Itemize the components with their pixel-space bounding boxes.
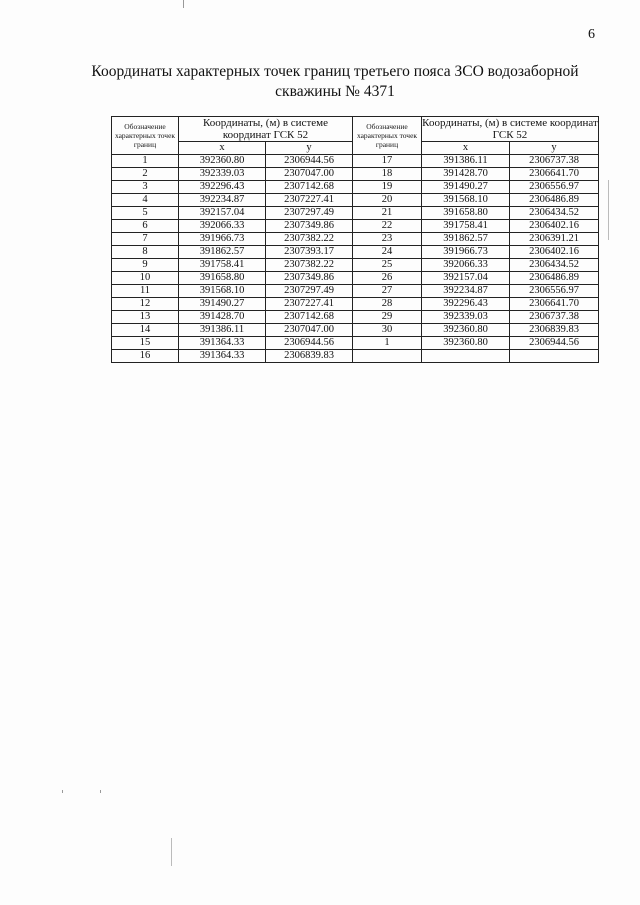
point-right-cell: 1: [353, 337, 422, 350]
point-left-cell: 1: [112, 155, 179, 168]
x-right-cell: 391490.27: [422, 181, 510, 194]
y-left-cell: 2306839.83: [266, 350, 353, 363]
point-header-left: Обозначение характерных точек границ: [112, 117, 179, 155]
point-left-cell: 14: [112, 324, 179, 337]
point-left-cell: 7: [112, 233, 179, 246]
x-right-cell: 392234.87: [422, 285, 510, 298]
table-row: [112, 337, 599, 350]
point-right-cell: 29: [353, 311, 422, 324]
x-right-cell: 391568.10: [422, 194, 510, 207]
x-left-cell: 392339.03: [179, 168, 266, 181]
x-left-cell: 391862.57: [179, 246, 266, 259]
table-row: [112, 168, 599, 181]
x-left-cell: 391386.11: [179, 324, 266, 337]
x-left-cell: 391658.80: [179, 272, 266, 285]
point-left-cell: 5: [112, 207, 179, 220]
y-left-cell: 2307142.68: [266, 181, 353, 194]
y-right-cell: 2306486.89: [510, 194, 599, 207]
x-left-cell: 392360.80: [179, 155, 266, 168]
x-right-cell: 392157.04: [422, 272, 510, 285]
point-right-cell: 23: [353, 233, 422, 246]
point-left-cell: 9: [112, 259, 179, 272]
x-right-cell: 392360.80: [422, 337, 510, 350]
x-right-cell: 391658.80: [422, 207, 510, 220]
x-right-cell: 392066.33: [422, 259, 510, 272]
x-right-cell: [422, 350, 510, 363]
x-right-cell: 391428.70: [422, 168, 510, 181]
y-right-cell: 2306486.89: [510, 272, 599, 285]
y-left-cell: 2307349.86: [266, 272, 353, 285]
y-right-cell: 2306737.38: [510, 155, 599, 168]
table-row: [112, 324, 599, 337]
point-left-cell: 13: [112, 311, 179, 324]
x-left-cell: 391490.27: [179, 298, 266, 311]
point-right-cell: [353, 350, 422, 363]
y-right-cell: 2306737.38: [510, 311, 599, 324]
table-row: [112, 272, 599, 285]
y-right-cell: 2306641.70: [510, 168, 599, 181]
table-row: [112, 285, 599, 298]
point-right-cell: 17: [353, 155, 422, 168]
x-left-cell: 391428.70: [179, 311, 266, 324]
page-number: 6: [588, 27, 595, 42]
x-right-cell: 391966.73: [422, 246, 510, 259]
point-left-cell: 10: [112, 272, 179, 285]
point-right-cell: 28: [353, 298, 422, 311]
document-title: [60, 62, 610, 102]
point-left-cell: 12: [112, 298, 179, 311]
y-left-cell: 2307297.49: [266, 207, 353, 220]
table-body: [112, 155, 599, 363]
y-right-cell: 2306944.56: [510, 337, 599, 350]
y-right-cell: 2306434.52: [510, 259, 599, 272]
table-header-row: [112, 117, 599, 142]
x-right-cell: 391758.41: [422, 220, 510, 233]
table-row: [112, 155, 599, 168]
point-left-cell: 15: [112, 337, 179, 350]
table-row: [112, 233, 599, 246]
x-left-cell: 391966.73: [179, 233, 266, 246]
table-row: [112, 220, 599, 233]
point-right-cell: 30: [353, 324, 422, 337]
x-right-cell: 392339.03: [422, 311, 510, 324]
point-left-cell: 2: [112, 168, 179, 181]
point-right-cell: 18: [353, 168, 422, 181]
title-line-2: скважины № 4371: [275, 83, 395, 100]
y-left-cell: 2307227.41: [266, 298, 353, 311]
table-row: [112, 298, 599, 311]
x-right-cell: 391862.57: [422, 233, 510, 246]
x-header-right: x: [422, 142, 510, 155]
table-row: [112, 246, 599, 259]
point-right-cell: 26: [353, 272, 422, 285]
y-right-cell: 2306641.70: [510, 298, 599, 311]
y-right-cell: 2306391.21: [510, 233, 599, 246]
y-left-cell: 2307047.00: [266, 324, 353, 337]
x-right-cell: 392296.43: [422, 298, 510, 311]
y-left-cell: 2307393.17: [266, 246, 353, 259]
table-row: [112, 311, 599, 324]
x-left-cell: 392157.04: [179, 207, 266, 220]
y-left-cell: 2307382.22: [266, 259, 353, 272]
y-left-cell: 2307382.22: [266, 233, 353, 246]
coord-header-right: Координаты, (м) в системе координат ГСК 52: [422, 117, 598, 141]
y-right-cell: 2306402.16: [510, 220, 599, 233]
x-header-left: x: [179, 142, 266, 155]
table-row: [112, 259, 599, 272]
y-left-cell: 2307297.49: [266, 285, 353, 298]
point-right-cell: 24: [353, 246, 422, 259]
point-left-cell: 6: [112, 220, 179, 233]
y-left-cell: 2307349.86: [266, 220, 353, 233]
y-header-right: y: [510, 142, 599, 155]
coord-header-left: Координаты, (м) в системе координат ГСК 52: [179, 117, 353, 142]
point-left-cell: 8: [112, 246, 179, 259]
point-left-cell: 11: [112, 285, 179, 298]
x-left-cell: 392066.33: [179, 220, 266, 233]
x-left-cell: 391758.41: [179, 259, 266, 272]
point-right-cell: 22: [353, 220, 422, 233]
y-right-cell: 2306402.16: [510, 246, 599, 259]
y-right-cell: 2306839.83: [510, 324, 599, 337]
y-right-cell: 2306434.52: [510, 207, 599, 220]
coordinates-table: [111, 116, 599, 363]
table-row: [112, 181, 599, 194]
point-right-cell: 27: [353, 285, 422, 298]
y-left-cell: 2306944.56: [266, 155, 353, 168]
point-right-cell: 20: [353, 194, 422, 207]
point-right-cell: 25: [353, 259, 422, 272]
point-right-cell: 21: [353, 207, 422, 220]
point-left-cell: 3: [112, 181, 179, 194]
x-left-cell: 392234.87: [179, 194, 266, 207]
y-left-cell: 2306944.56: [266, 337, 353, 350]
y-header-left: y: [266, 142, 353, 155]
table-row: [112, 194, 599, 207]
y-left-cell: 2307142.68: [266, 311, 353, 324]
title-line-1: Координаты характерных точек границ третьего пояса ЗСО водозаборной: [91, 63, 579, 80]
point-right-cell: 19: [353, 181, 422, 194]
x-right-cell: 391386.11: [422, 155, 510, 168]
y-right-cell: [510, 350, 599, 363]
x-left-cell: 392296.43: [179, 181, 266, 194]
x-right-cell: 392360.80: [422, 324, 510, 337]
point-header-right: Обозначение характерных точек границ: [353, 117, 422, 155]
x-left-cell: 391364.33: [179, 350, 266, 363]
table-row: [112, 350, 599, 363]
x-left-cell: 391364.33: [179, 337, 266, 350]
point-left-cell: 16: [112, 350, 179, 363]
y-right-cell: 2306556.97: [510, 285, 599, 298]
y-left-cell: 2307227.41: [266, 194, 353, 207]
table-row: [112, 207, 599, 220]
x-left-cell: 391568.10: [179, 285, 266, 298]
y-left-cell: 2307047.00: [266, 168, 353, 181]
point-left-cell: 4: [112, 194, 179, 207]
y-right-cell: 2306556.97: [510, 181, 599, 194]
